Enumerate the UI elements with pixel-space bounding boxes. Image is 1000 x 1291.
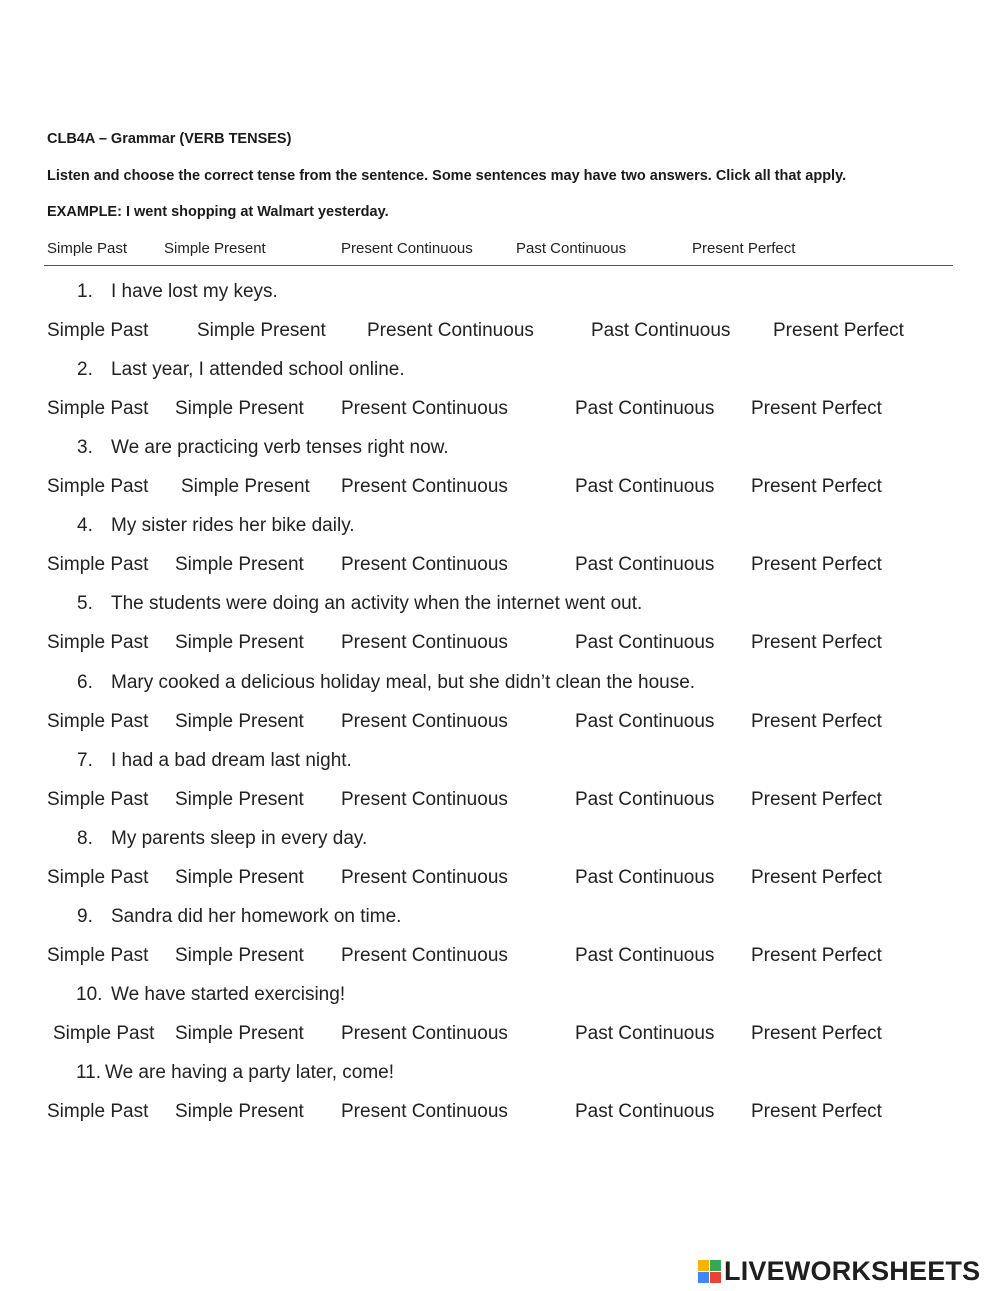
question-3 — [0, 437, 1000, 463]
question-number: 2. — [77, 359, 93, 380]
option-present-perfect[interactable]: Present Perfect — [751, 945, 882, 966]
question-text: Sandra did her homework on time. — [111, 906, 402, 927]
example-option-present-perfect: Present Perfect — [692, 240, 796, 257]
question-number: 1. — [77, 281, 93, 302]
option-present-continuous[interactable]: Present Continuous — [367, 320, 534, 341]
option-simple-present[interactable]: Simple Present — [175, 554, 304, 575]
option-present-continuous[interactable]: Present Continuous — [341, 711, 508, 732]
option-past-continuous[interactable]: Past Continuous — [575, 867, 715, 888]
option-simple-past[interactable]: Simple Past — [47, 398, 149, 419]
question-text: We have started exercising! — [111, 984, 346, 1005]
question-6 — [0, 672, 1000, 698]
option-present-continuous[interactable]: Present Continuous — [341, 789, 508, 810]
option-present-continuous[interactable]: Present Continuous — [341, 1101, 508, 1122]
question-text: I have lost my keys. — [111, 281, 278, 302]
question-text: The students were doing an activity when the internet went out. — [111, 593, 643, 614]
option-present-continuous[interactable]: Present Continuous — [341, 554, 508, 575]
question-text: My parents sleep in every day. — [111, 828, 368, 849]
option-present-perfect[interactable]: Present Perfect — [751, 554, 882, 575]
question-7 — [0, 750, 1000, 776]
option-present-perfect[interactable]: Present Perfect — [751, 1101, 882, 1122]
question-text: We are having a party later, come! — [105, 1062, 395, 1083]
option-simple-present[interactable]: Simple Present — [175, 398, 304, 419]
option-present-perfect[interactable]: Present Perfect — [751, 711, 882, 732]
option-present-perfect[interactable]: Present Perfect — [751, 632, 882, 653]
example-option-present-continuous: Present Continuous — [341, 240, 473, 257]
option-simple-past[interactable]: Simple Past — [47, 1101, 149, 1122]
option-simple-present[interactable]: Simple Present — [175, 632, 304, 653]
question-number: 11. — [76, 1062, 102, 1083]
question-number: 6. — [77, 672, 93, 693]
question-number: 10. — [76, 984, 103, 1005]
option-past-continuous[interactable]: Past Continuous — [575, 711, 715, 732]
answer-options-3 — [0, 476, 1000, 502]
option-present-perfect[interactable]: Present Perfect — [751, 476, 882, 497]
option-simple-past[interactable]: Simple Past — [47, 867, 149, 888]
option-present-continuous[interactable]: Present Continuous — [341, 1023, 508, 1044]
liveworksheets-logo-icon — [698, 1260, 721, 1283]
liveworksheets-logo — [698, 1256, 980, 1286]
option-past-continuous[interactable]: Past Continuous — [575, 1101, 715, 1122]
question-2 — [0, 359, 1000, 385]
option-simple-present[interactable]: Simple Present — [175, 1101, 304, 1122]
option-past-continuous[interactable]: Past Continuous — [575, 1023, 715, 1044]
option-simple-past[interactable]: Simple Past — [47, 945, 149, 966]
answer-options-8 — [0, 867, 1000, 893]
option-present-perfect[interactable]: Present Perfect — [751, 398, 882, 419]
question-number: 7. — [77, 750, 93, 771]
option-simple-present[interactable]: Simple Present — [175, 867, 304, 888]
option-simple-past[interactable]: Simple Past — [47, 320, 149, 341]
option-present-perfect[interactable]: Present Perfect — [751, 867, 882, 888]
question-1 — [0, 281, 1000, 307]
option-past-continuous[interactable]: Past Continuous — [575, 554, 715, 575]
worksheet-title: CLB4A – Grammar (VERB TENSES) — [47, 131, 292, 147]
option-past-continuous[interactable]: Past Continuous — [575, 476, 715, 497]
example-option-simple-present: Simple Present — [164, 240, 266, 257]
question-number: 5. — [77, 593, 93, 614]
answer-options-4 — [0, 554, 1000, 580]
option-past-continuous[interactable]: Past Continuous — [575, 945, 715, 966]
logo-text: LIVEWORKSHEETS — [724, 1255, 981, 1286]
option-simple-present[interactable]: Simple Present — [175, 789, 304, 810]
question-text: Mary cooked a delicious holiday meal, but she didn’t clean the house. — [111, 672, 696, 693]
example-option-simple-past: Simple Past — [47, 240, 128, 257]
option-simple-past[interactable]: Simple Past — [47, 476, 149, 497]
question-9 — [0, 906, 1000, 932]
option-simple-present[interactable]: Simple Present — [175, 945, 304, 966]
option-simple-present[interactable]: Simple Present — [175, 711, 304, 732]
divider — [44, 265, 953, 266]
option-present-perfect[interactable]: Present Perfect — [751, 789, 882, 810]
option-simple-past[interactable]: Simple Past — [47, 789, 149, 810]
answer-options-5 — [0, 632, 1000, 658]
option-past-continuous[interactable]: Past Continuous — [575, 632, 715, 653]
option-present-continuous[interactable]: Present Continuous — [341, 945, 508, 966]
option-present-perfect[interactable]: Present Perfect — [773, 320, 904, 341]
example-option-past-continuous: Past Continuous — [516, 240, 627, 257]
option-simple-past[interactable]: Simple Past — [47, 632, 149, 653]
option-present-continuous[interactable]: Present Continuous — [341, 398, 508, 419]
option-past-continuous[interactable]: Past Continuous — [575, 789, 715, 810]
example-sentence: EXAMPLE: I went shopping at Walmart yesterday. — [47, 204, 389, 220]
option-present-perfect[interactable]: Present Perfect — [751, 1023, 882, 1044]
instructions: Listen and choose the correct tense from the sentence. Some sentences may have two answers. Click all that apply. — [47, 168, 847, 184]
option-present-continuous[interactable]: Present Continuous — [341, 867, 508, 888]
question-4 — [0, 515, 1000, 541]
question-8 — [0, 828, 1000, 854]
question-11 — [0, 1062, 1000, 1088]
answer-options-1 — [0, 320, 1000, 346]
question-number: 4. — [77, 515, 93, 536]
question-number: 3. — [77, 437, 93, 458]
example-options — [0, 240, 1000, 260]
question-text: Last year, I attended school online. — [111, 359, 405, 380]
option-past-continuous[interactable]: Past Continuous — [591, 320, 731, 341]
question-text: We are practicing verb tenses right now. — [111, 437, 449, 458]
question-text: I had a bad dream last night. — [111, 750, 352, 771]
option-simple-present[interactable]: Simple Present — [197, 320, 326, 341]
answer-options-9 — [0, 945, 1000, 971]
answer-options-7 — [0, 789, 1000, 815]
question-number: 9. — [77, 906, 93, 927]
question-number: 8. — [77, 828, 93, 849]
option-past-continuous[interactable]: Past Continuous — [575, 398, 715, 419]
option-simple-past[interactable]: Simple Past — [53, 1023, 155, 1044]
question-text: My sister rides her bike daily. — [111, 515, 355, 536]
question-5 — [0, 593, 1000, 619]
question-10 — [0, 984, 1000, 1010]
option-present-continuous[interactable]: Present Continuous — [341, 476, 508, 497]
option-present-continuous[interactable]: Present Continuous — [341, 632, 508, 653]
answer-options-11 — [0, 1101, 1000, 1127]
option-simple-present[interactable]: Simple Present — [175, 1023, 304, 1044]
option-simple-present[interactable]: Simple Present — [181, 476, 310, 497]
answer-options-10 — [0, 1023, 1000, 1049]
option-simple-past[interactable]: Simple Past — [47, 711, 149, 732]
option-simple-past[interactable]: Simple Past — [47, 554, 149, 575]
answer-options-2 — [0, 398, 1000, 424]
answer-options-6 — [0, 711, 1000, 737]
